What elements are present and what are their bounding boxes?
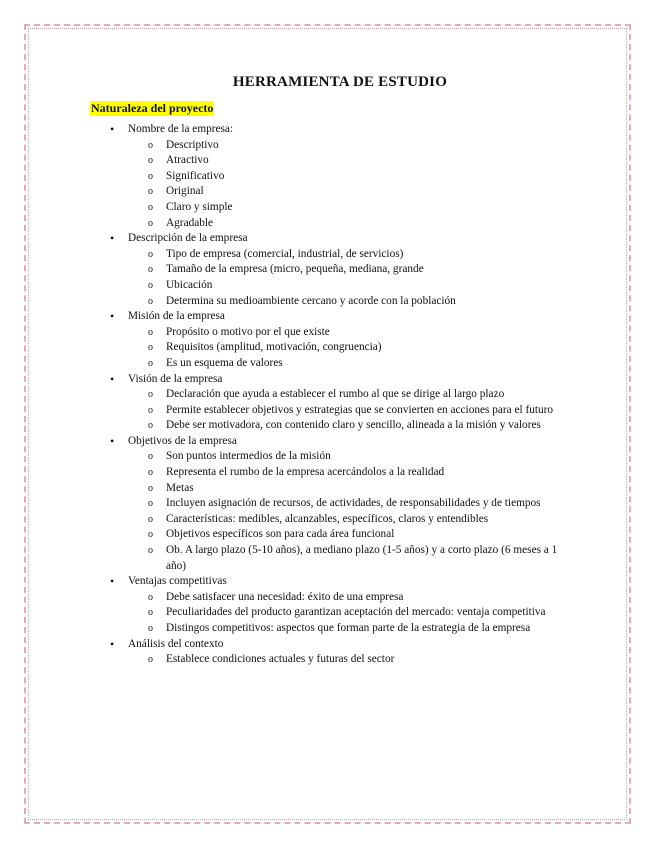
sub-list (128, 449, 570, 574)
sub-list (128, 325, 570, 372)
sub-item: o Original (128, 184, 570, 200)
sub-item: o Incluyen asignación de recursos, de actividades, de responsabilidades y de tiempos (128, 496, 570, 512)
outline-item-ventajas (90, 574, 570, 636)
outline-item-vision (90, 372, 570, 434)
outline-item-analisis (90, 637, 570, 668)
sub-item: o Distingos competitivos: aspectos que forman parte de la estrategia de la empresa (128, 621, 570, 637)
sub-item: o Agradable (128, 216, 570, 232)
sub-item: o Metas (128, 481, 570, 497)
outline-item-label: Nombre de la empresa: (128, 123, 234, 135)
sub-list (128, 590, 570, 637)
sub-item: o Descriptivo (128, 138, 570, 154)
sub-item: o Tamaño de la empresa (micro, pequeña, mediana, grande (128, 262, 570, 278)
sub-item: o Ubicación (128, 278, 570, 294)
sub-item: o Características: medibles, alcanzables, específicos, claros y entendibles (128, 512, 570, 528)
outline-item-label: Descripción de la empresa (128, 232, 248, 245)
sub-item: o Propósito o motivo por el que existe (128, 325, 570, 341)
outline-item-label: Análisis del contexto (128, 637, 224, 650)
sub-item: o Determina su medioambiente cercano y acorde con la población (128, 294, 570, 310)
document-title: HERRAMIENTA DE ESTUDIO (232, 74, 448, 90)
sub-item: o Atractivo (128, 153, 570, 169)
sub-list (128, 138, 570, 232)
sub-item: o Objetivos específicos son para cada área funcional (128, 527, 570, 543)
sub-list (128, 247, 570, 309)
sub-item: o Peculiaridades del producto garantizan aceptación del mercado: ventaja competitiva (128, 605, 570, 621)
sub-item: o Debe ser motivadora, con contenido claro y sencillo, alineada a la misión y valores (128, 418, 570, 434)
sub-item: o Debe satisfacer una necesidad: éxito de una empresa (128, 590, 570, 606)
sub-item: o Representa el rumbo de la empresa acercándolos a la realidad (128, 465, 570, 481)
section-heading: Naturaleza del proyecto (91, 101, 214, 115)
sub-list (128, 387, 570, 434)
sub-item: o Claro y simple (128, 200, 570, 216)
sub-list (128, 652, 570, 668)
outline-list (90, 122, 570, 668)
outline-item-label: Objetivos de la empresa (128, 434, 237, 447)
sub-item: o Ob. A largo plazo (5-10 años), a mediano plazo (1-5 años) y a corto plazo (6 meses a 1 año) (128, 543, 570, 574)
sub-item: o Son puntos intermedios de la misión (128, 449, 570, 465)
document-body (90, 74, 570, 668)
sub-item: o Significativo (128, 169, 570, 185)
sub-item: o Declaración que ayuda a establecer el rumbo al que se dirige al largo plazo (128, 387, 570, 403)
outline-item-label: Misión de la empresa (128, 310, 225, 323)
outline-item-nombre (90, 122, 570, 231)
outline-item-descripcion (90, 231, 570, 309)
sub-item: o Es un esquema de valores (128, 356, 570, 372)
sub-item: o Tipo de empresa (comercial, industrial, de servicios) (128, 247, 570, 263)
outline-item-mision (90, 309, 570, 371)
outline-item-objetivos (90, 434, 570, 574)
sub-item: o Establece condiciones actuales y futuras del sector (128, 652, 570, 668)
outline-item-label: Ventajas competitivas (128, 575, 227, 588)
sub-item: o Permite establecer objetivos y estrategias que se convierten en acciones para el futuro (128, 403, 570, 419)
outline-item-label: Visión de la empresa (128, 372, 223, 385)
sub-item: o Requisitos (amplitud, motivación, congruencia) (128, 340, 570, 356)
